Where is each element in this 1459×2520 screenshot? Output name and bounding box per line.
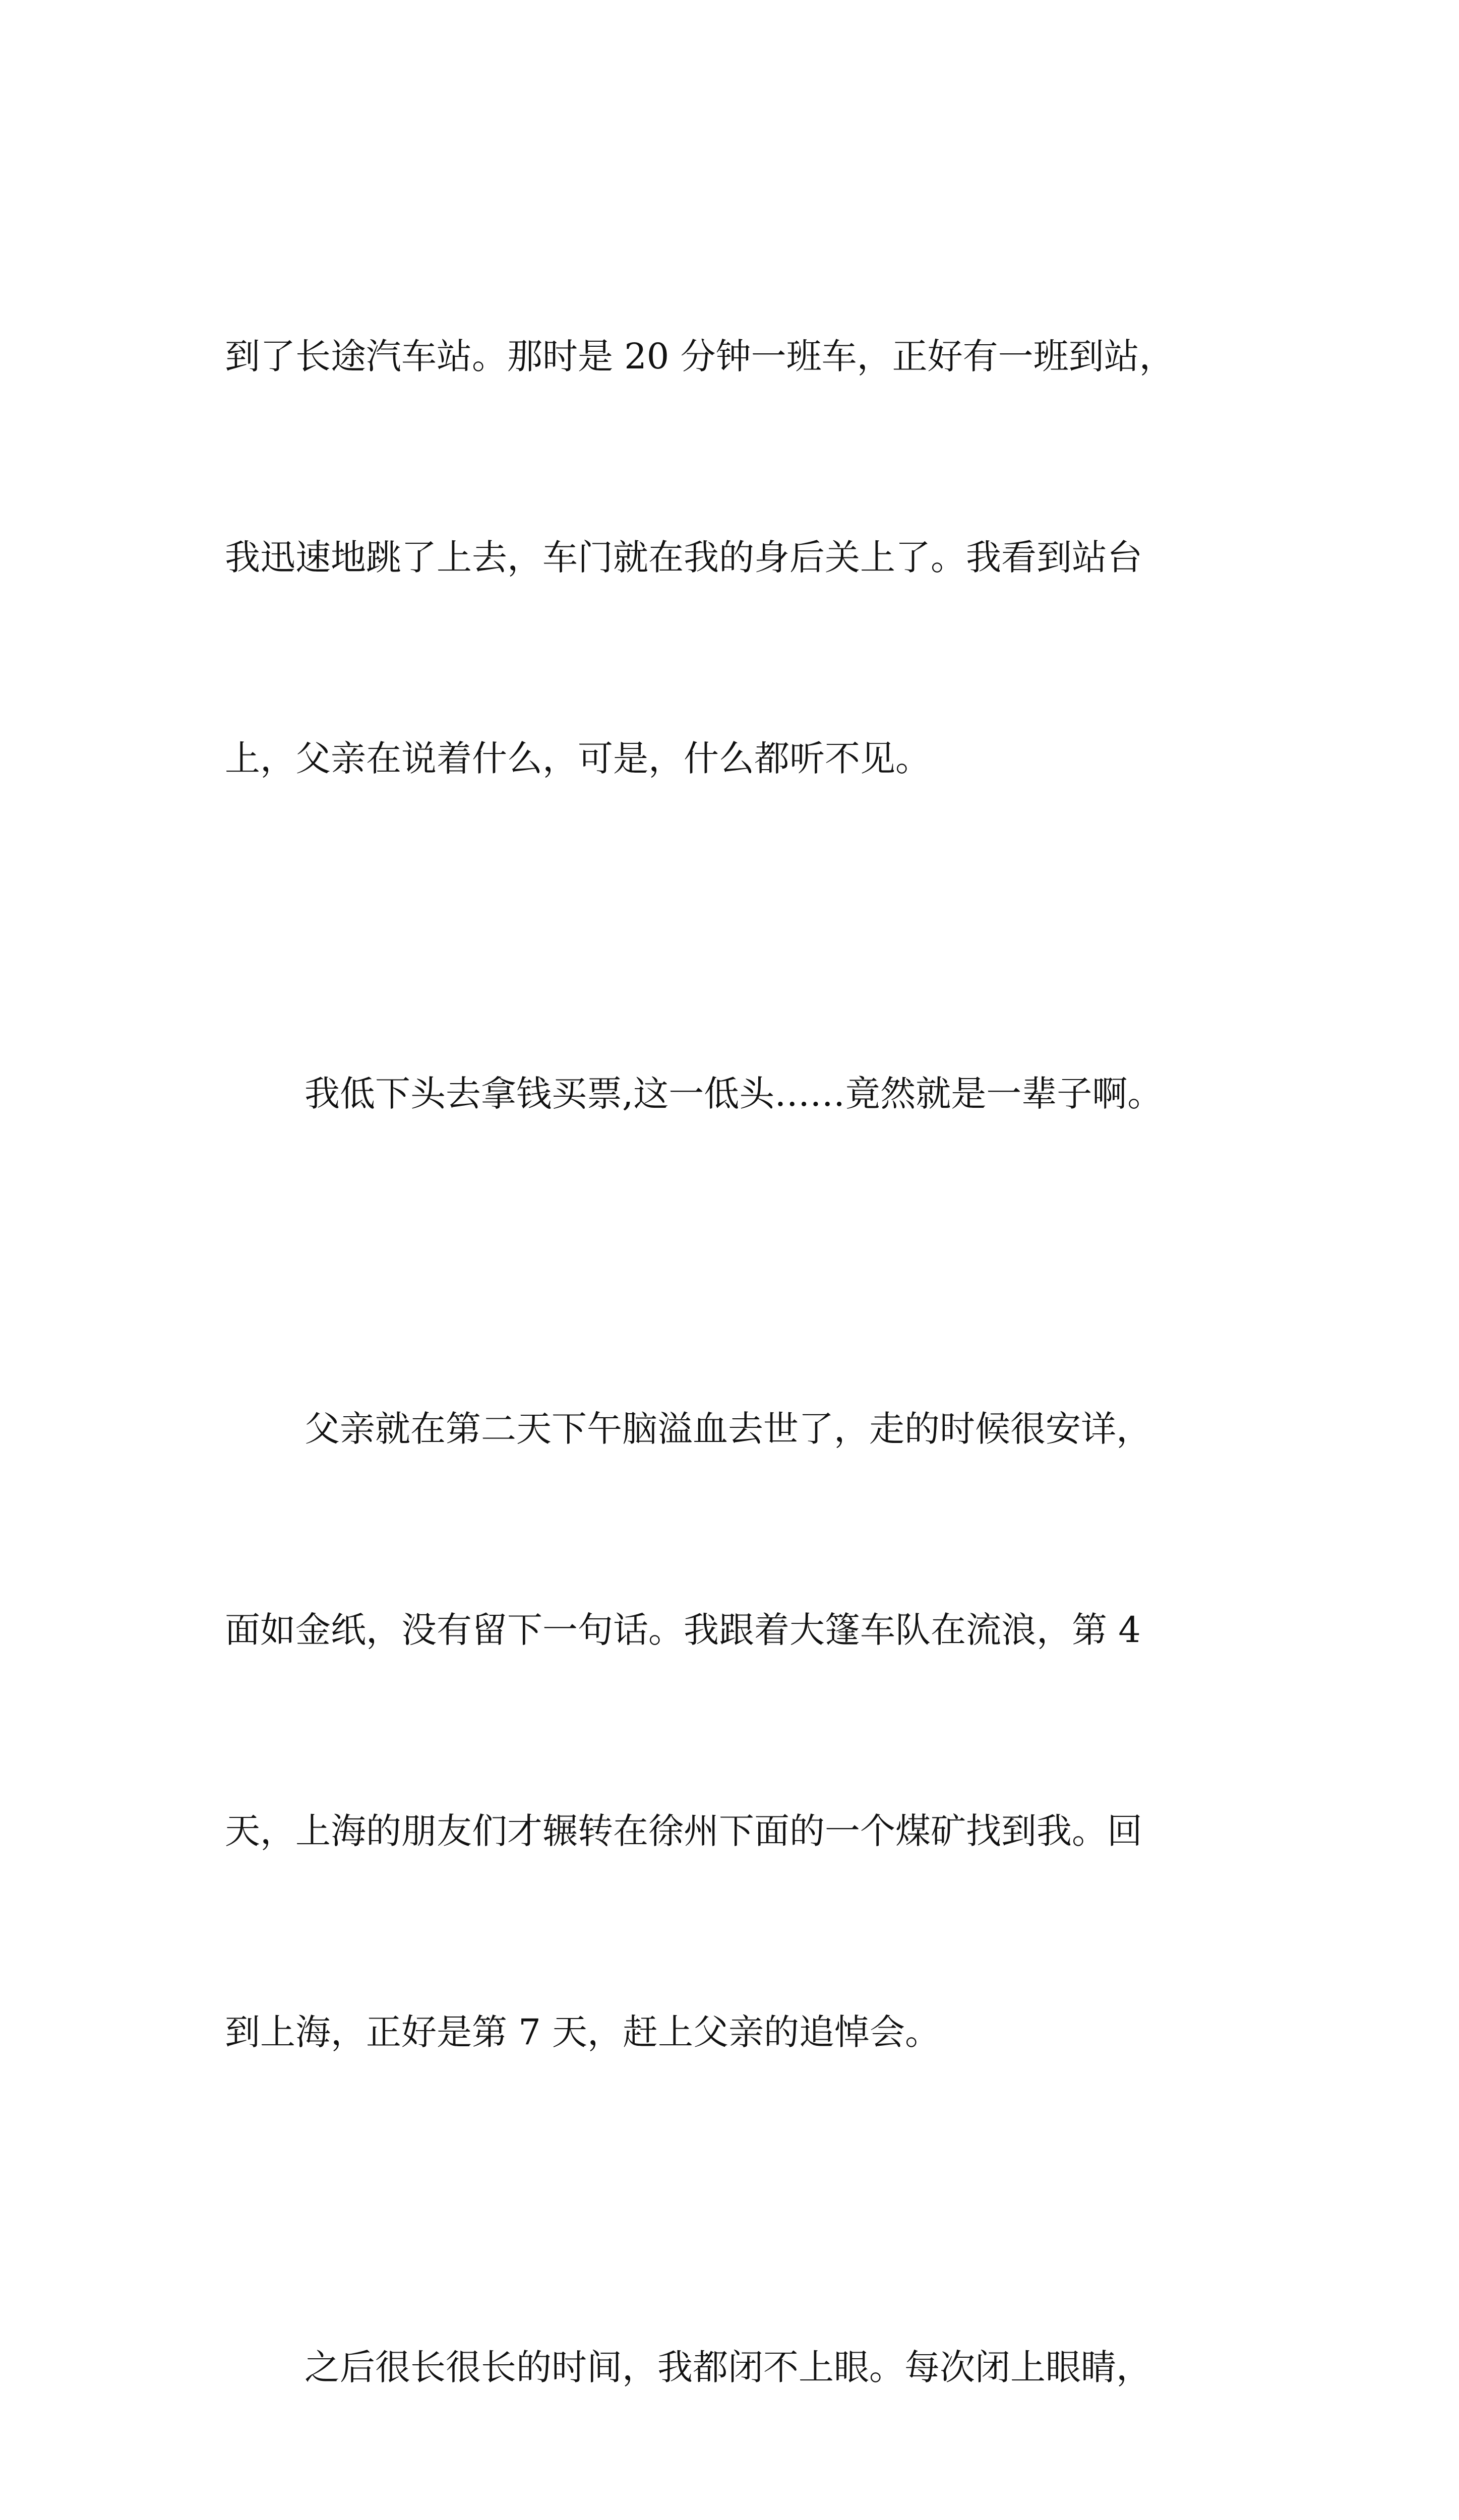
paragraph <box>225 189 1253 926</box>
text-line: 上，父亲在说着什么，可是，什么都听不见。 <box>225 738 931 779</box>
text-line: 到上海，正好是第 7 天，赶上父亲的追悼会。 <box>225 2011 941 2053</box>
text-line: 天，上海的朋友们才辗转在徐州下面的一个煤矿找到我。回 <box>225 1810 1142 1852</box>
text-line: 面如金纸，没有留下一句话。我跟着大篷车队在流浪，第 4 <box>225 1609 1141 1651</box>
document-body <box>225 189 1253 2520</box>
text-line: 之后很长很长的时间，我都闭不上眼。每次闭上眼睛， <box>305 2347 1151 2388</box>
text-line: 我低下头去拿钱买票,这一低头……竟然就是一辈子啊。 <box>305 1073 1163 1114</box>
paragraph <box>225 926 1253 1262</box>
paragraph <box>225 2200 1253 2520</box>
text-line: 我迅速地跳了上去，车门就在我的身后关上了。我看到站台 <box>225 537 1142 578</box>
text-line: 父亲就在第二天下午脑溢血去世了，走的时候很安详， <box>305 1408 1151 1450</box>
text-line: 到了长途汽车站。那时是 20 分钟一班车，正好有一班到站， <box>225 336 1175 377</box>
paragraph <box>225 1262 1253 2200</box>
